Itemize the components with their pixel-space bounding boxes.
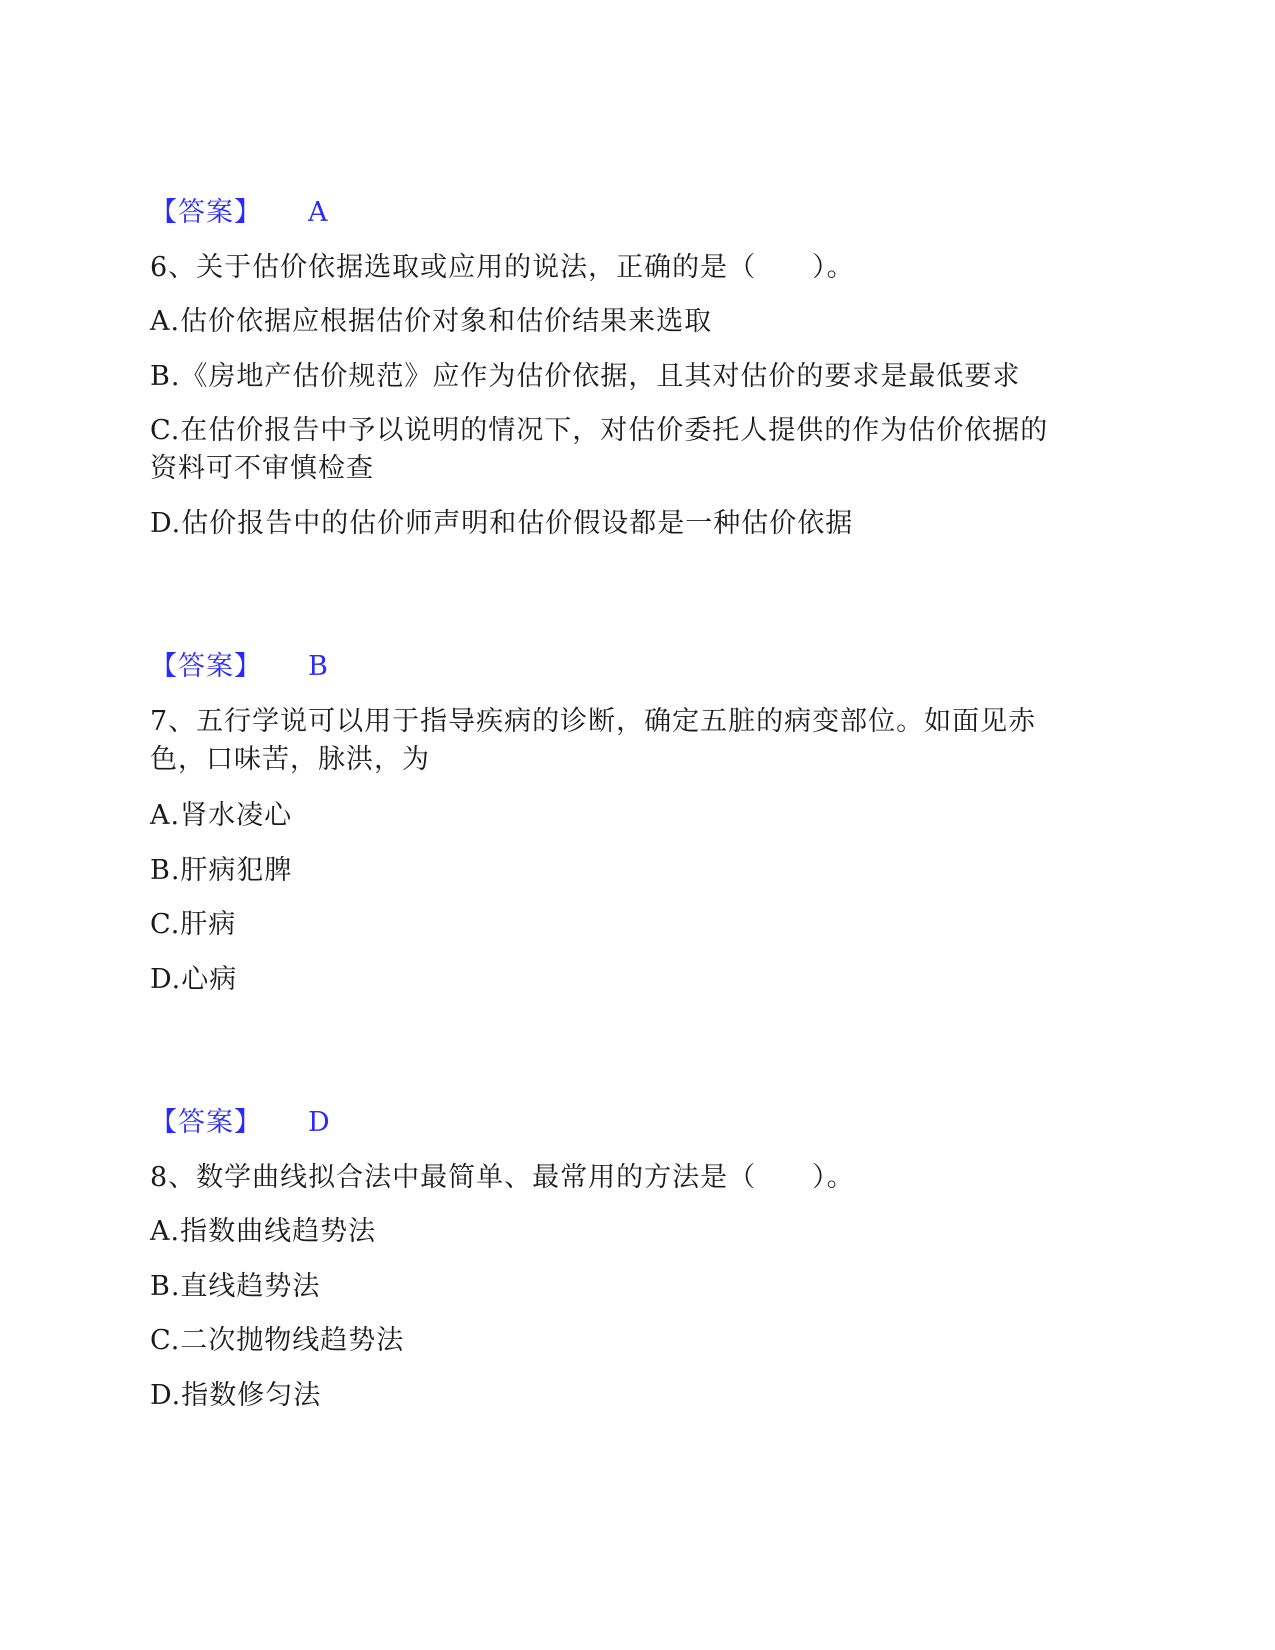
question-8-option-b: B.直线趋势法: [150, 1271, 321, 1302]
question-6-option-a: A.估价依据应根据估价对象和估价结果来选取: [150, 306, 713, 337]
question-6-option-c: C.在估价报告中予以说明的情况下，对估价委托人提供的作为估价依据的资料可不审慎检查: [150, 415, 1049, 484]
question-6-option-d: D.估价报告中的估价师声明和估价假设都是一种估价依据: [150, 508, 854, 539]
answer-value: B: [308, 651, 329, 682]
answer-value: D: [308, 1107, 331, 1138]
question-7-option-b: B.肝病犯脾: [150, 855, 293, 886]
answer-label: 【答案】: [150, 1107, 262, 1138]
question-6-option-b: B.《房地产估价规范》应作为估价依据，且其对估价的要求是最低要求: [150, 361, 1021, 392]
answer-line-q7: [150, 1104, 1110, 1142]
answer-line-q5: [150, 194, 1110, 232]
question-7-option-a: A.肾水凌心: [150, 800, 293, 831]
question-7-option-d: D.心病: [150, 964, 238, 995]
question-8-option-d: D.指数修匀法: [150, 1380, 322, 1411]
question-7-option-c: C.肝病: [150, 909, 237, 940]
answer-value: A: [308, 197, 329, 228]
answer-label: 【答案】: [150, 651, 262, 682]
question-8-option-c: C.二次抛物线趋势法: [150, 1325, 405, 1356]
question-6-stem: 6、关于估价依据选取或应用的说法，正确的是（ ）。: [150, 252, 855, 283]
answer-line-q6: [150, 648, 1110, 686]
question-8-option-a: A.指数曲线趋势法: [150, 1216, 377, 1247]
question-7-stem: 7、五行学说可以用于指导疾病的诊断，确定五脏的病变部位。如面见赤色，口味苦，脉洪，为: [150, 706, 1037, 775]
question-8-stem: 8、数学曲线拟合法中最简单、最常用的方法是（ ）。: [150, 1162, 855, 1193]
answer-label: 【答案】: [150, 197, 262, 228]
